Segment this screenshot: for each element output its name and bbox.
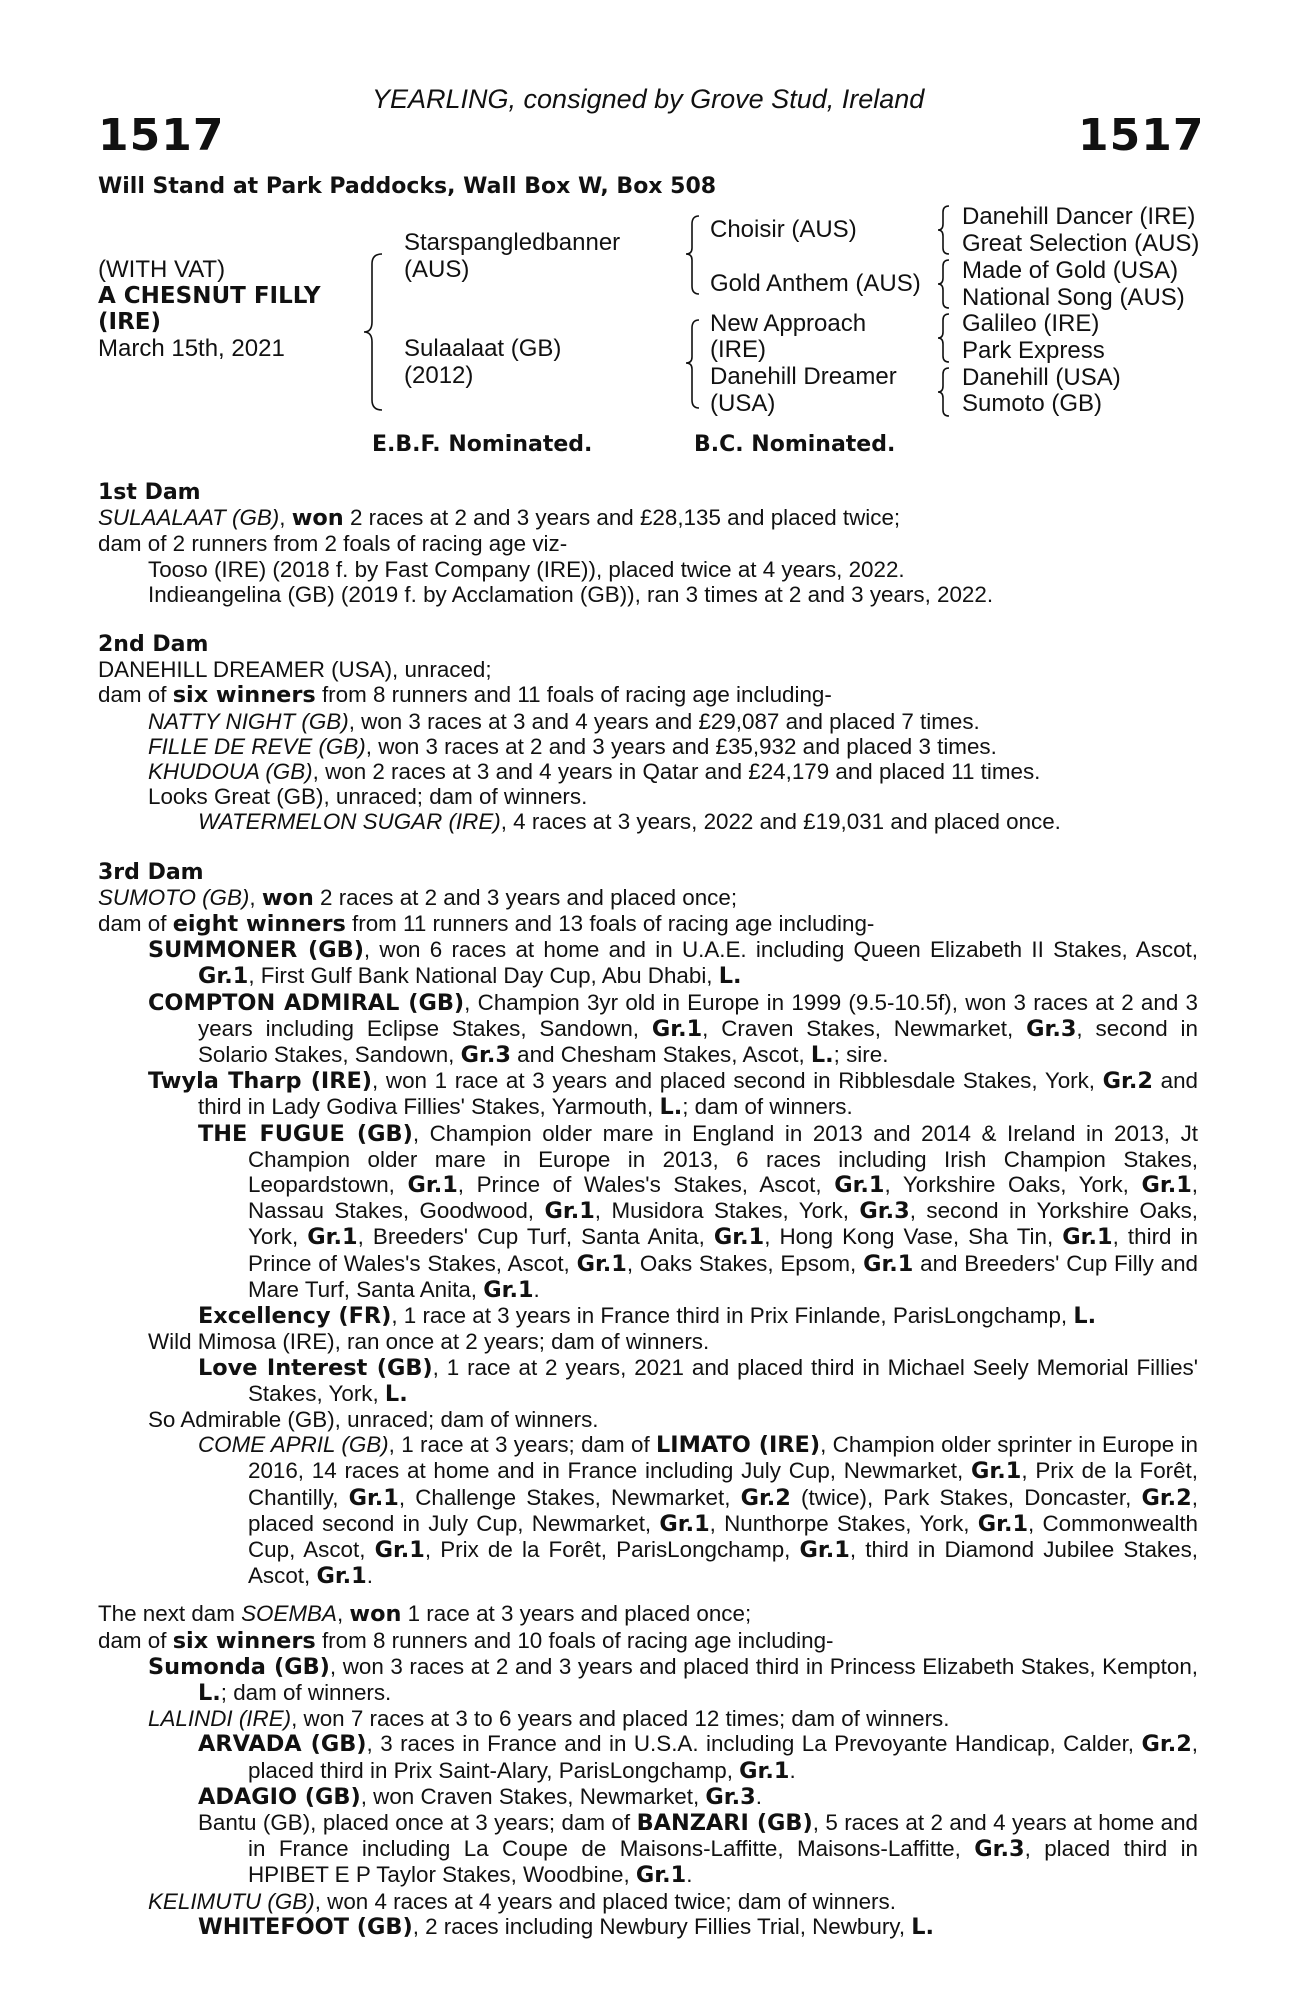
dam-sire-country: (IRE) (710, 336, 766, 363)
produce-compton-admiral: COMPTON ADMIRAL (GB), Champion 3yr old in Europe in 1999 (9.5-10.5f), won 3 races at 2 and 3 years including Eclipse Stakes, Sandown, Gr.1, Craven Stakes, Newmarket, Gr.3, second in Solario Stakes, Sandown, Gr.3 and Chesham Stakes, Ascot, L.; sire. (148, 989, 1198, 1069)
first-dam-name: SULAALAAT (GB) (98, 505, 280, 531)
produce-adagio: ADAGIO (GB), won Craven Stakes, Newmarket, Gr.3. (198, 1783, 762, 1810)
second-dam-summary: dam of six winners from 8 runners and 11 foals of racing age including- (98, 682, 832, 709)
produce-kelimutu: KELIMUTU (GB), won 4 races at 4 years and placed twice; dam of winners. (148, 1888, 896, 1914)
produce-excellency: Excellency (FR), 1 race at 3 years in France third in Prix Finlande, ParisLongchamp, L. (198, 1303, 1097, 1330)
consignor-line: YEARLING, consigned by Grove Stud, Ireland (372, 84, 925, 114)
lot-description: A CHESNUT FILLY (98, 283, 321, 309)
produce-arvada: ARVADA (GB), 3 races in France and in U.S.A. including La Prevoyante Handicap, Calder, Gr.2, placed third in Prix Saint-Alary, ParisLongchamp, Gr.1. (198, 1731, 1199, 1784)
dam-sire: New Approach (710, 310, 867, 337)
second-dam-line: DANEHILL DREAMER (USA), unraced; (98, 657, 492, 683)
ancestor-g1: Danehill Dancer (IRE) (962, 203, 1196, 230)
dam-dam: Danehill Dreamer (710, 363, 897, 390)
produce-fille-de-reve: FILLE DE REVE (GB), won 3 races at 2 and 3 years and £35,932 and placed 3 times. (148, 733, 997, 759)
pedigree-brace-g1 (936, 204, 952, 256)
foaling-date: March 15th, 2021 (98, 335, 285, 362)
produce-looks-great: Looks Great (GB), unraced; dam of winners. (148, 784, 588, 810)
produce-natty-night: NATTY NIGHT (GB), won 3 races at 3 and 4 years and £29,087 and placed 7 times. (148, 708, 980, 734)
second-dam-heading: 2nd Dam (98, 632, 209, 658)
pedigree-brace-g3 (936, 312, 952, 364)
lot-number-left: 1517 (98, 110, 225, 161)
third-dam-summary: dam of eight winners from 11 runners and 13 foals of racing age including- (98, 911, 875, 938)
produce-watermelon-sugar: WATERMELON SUGAR (IRE), 4 races at 3 years, 2022 and £19,031 and placed once. (198, 809, 1061, 835)
pedigree-brace-main (362, 252, 386, 412)
dam-name: Sulaalaat (GB) (404, 335, 562, 362)
stand-location: Will Stand at Park Paddocks, Wall Box W, Box 508 (98, 174, 717, 199)
dam-year: (2012) (404, 362, 474, 389)
produce-the-fugue: THE FUGUE (GB), Champion older mare in England in 2013 and 2014 & Ireland in 2013, Jt Champion older mare in Europe in 2013, 6 races including Irish Champion Stakes, Leopardstown, Gr.1, Prince of Wales's Stakes, Ascot, Gr.1, Yorkshire Oaks, York, Gr.1, Nassau Stakes, Goodwood, Gr.1, Musidora Stakes, York, Gr.3, second in Yorkshire Oaks, York, Gr.1, Breeders' Cup Turf, Santa Anita, Gr.1, Hong Kong Vase, Sha Tin, Gr.1, third in Prince of Wales's Stakes, Ascot, Gr.1, Oaks Stakes, Epsom, Gr.1 and Breeders' Cup Filly and Mare Turf, Santa Anita, Gr.1. (198, 1120, 1199, 1303)
ancestor-g8: Sumoto (GB) (962, 390, 1103, 417)
produce-twyla-tharp: Twyla Tharp (IRE), won 1 race at 3 years and placed second in Ribblesdale Stakes, York, Gr.2 and third in Lady Godiva Fillies' Stakes, Yarmouth, L.; dam of winners. (148, 1068, 1198, 1121)
produce-khudoua: KHUDOUA (GB), won 2 races at 3 and 4 years in Qatar and £24,179 and placed 11 times. (148, 759, 1041, 785)
produce-whitefoot: WHITEFOOT (GB), 2 races including Newbury Fillies Trial, Newbury, L. (198, 1913, 935, 1940)
ancestor-g3: Made of Gold (USA) (962, 257, 1179, 284)
first-dam-line: SULAALAAT (GB), won 2 races at 2 and 3 years and £28,135 and placed twice; (98, 505, 901, 532)
ancestor-g7: Danehill (USA) (962, 364, 1121, 391)
sire-country: (AUS) (404, 256, 470, 283)
vat-note: (WITH VAT) (98, 256, 226, 283)
lot-number-right: 1517 (1078, 110, 1205, 161)
first-dam-heading: 1st Dam (98, 480, 201, 505)
sire-sire: Choisir (AUS) (710, 216, 857, 243)
sire-name: Starspangledbanner (404, 229, 621, 256)
next-dam-summary: dam of six winners from 8 runners and 10 foals of racing age including- (98, 1627, 834, 1654)
ancestor-g4: National Song (AUS) (962, 284, 1185, 311)
produce-lalindi: LALINDI (IRE), won 7 races at 3 to 6 years and placed 12 times; dam of winners. (148, 1706, 950, 1732)
ancestor-g2: Great Selection (AUS) (962, 230, 1200, 257)
first-dam-summary: dam of 2 runners from 2 foals of racing age viz- (98, 531, 568, 557)
sire-dam: Gold Anthem (AUS) (710, 270, 921, 297)
produce-record (98, 480, 1198, 1940)
produce-bantu: Bantu (GB), placed once at 3 years; dam of BANZARI (GB), 5 races at 2 and 4 years at home and in France including La Coupe de Maisons-Laffitte, Maisons-Laffitte, Gr.3, placed third in HPIBET E P Taylor Stakes, Woodbine, Gr.1. (198, 1809, 1198, 1889)
ancestor-g5: Galileo (IRE) (962, 310, 1100, 337)
ancestor-g6: Park Express (962, 337, 1105, 364)
lot-description-country: (IRE) (98, 309, 162, 335)
dam-dam-country: (USA) (710, 390, 776, 417)
bc-nomination: B.C. Nominated. (694, 432, 896, 457)
produce-love-interest: Love Interest (GB), 1 race at 2 years, 2021 and placed third in Michael Seely Memorial Fillies' Stakes, York, L. (198, 1354, 1199, 1407)
produce-wild-mimosa: Wild Mimosa (IRE), ran once at 2 years; dam of winners. (148, 1329, 710, 1355)
produce-indieangelina: Indieangelina (GB) (2019 f. by Acclamation (GB)), ran 3 times at 2 and 3 years, 2022. (148, 581, 994, 607)
ebf-nomination: E.B.F. Nominated. (372, 432, 593, 457)
pedigree-brace-sire (684, 214, 702, 296)
produce-summoner: SUMMONER (GB), won 6 races at home and in U.A.E. including Queen Elizabeth II Stakes, Ascot, Gr.1, First Gulf Bank National Day Cup, Abu Dhabi, L. (148, 937, 1198, 990)
produce-tooso: Tooso (IRE) (2018 f. by Fast Company (IRE)), placed twice at 4 years, 2022. (148, 556, 905, 582)
produce-come-april: COME APRIL (GB), 1 race at 3 years; dam of LIMATO (IRE), Champion older sprinter in Europe in 2016, 14 races at home and in France including July Cup, Newmarket, Gr.1, Prix de la Forêt, Chantilly, Gr.1, Challenge Stakes, Newmarket, Gr.2 (twice), Park Stakes, Doncaster, Gr.2, placed second in July Cup, Newmarket, Gr.1, Nunthorpe Stakes, York, Gr.1, Commonwealth Cup, Ascot, Gr.1, Prix de la Forêt, ParisLongchamp, Gr.1, third in Diamond Jubilee Stakes, Ascot, Gr.1. (198, 1432, 1199, 1590)
next-dam-line: The next dam SOEMBA, won 1 race at 3 years and placed once; (98, 1601, 752, 1628)
pedigree-brace-g2 (936, 258, 952, 310)
pedigree-brace-g4 (936, 366, 952, 418)
third-dam-heading: 3rd Dam (98, 859, 204, 885)
produce-sumonda: Sumonda (GB), won 3 races at 2 and 3 years and placed third in Princess Elizabeth Stakes, Kempton, L.; dam of winners. (148, 1653, 1198, 1706)
pedigree-brace-dam (684, 318, 702, 410)
third-dam-line: SUMOTO (GB), won 2 races at 2 and 3 years and placed once; (98, 884, 738, 911)
produce-so-admirable: So Admirable (GB), unraced; dam of winners. (148, 1406, 599, 1432)
